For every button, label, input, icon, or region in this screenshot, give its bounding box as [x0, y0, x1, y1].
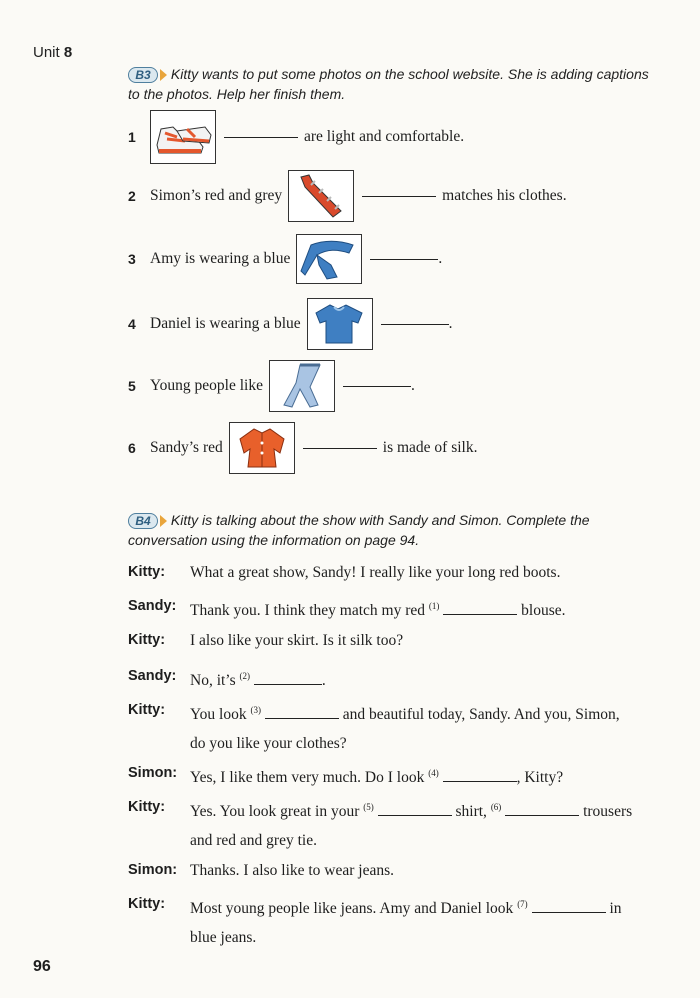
tshirt-icon	[307, 298, 373, 350]
blank-number: (6)	[490, 802, 502, 812]
speaker-name: Kitty:	[128, 799, 166, 815]
item-text-before: Amy is wearing a blue	[150, 250, 291, 267]
unit-label	[33, 44, 72, 61]
b3-item-1	[128, 110, 464, 164]
speech-text: What a great show, Sandy! I really like your long red boots.	[190, 564, 561, 581]
item-text-before: Daniel is wearing a blue	[150, 315, 301, 332]
blank-number: (7)	[517, 899, 528, 909]
blank-number: (5)	[363, 802, 374, 812]
item-number: 6	[128, 440, 136, 456]
b3-item-5	[128, 360, 415, 412]
play-arrow-icon	[160, 69, 167, 81]
item-text-after: is made of silk.	[382, 439, 478, 456]
answer-blank[interactable]	[381, 323, 449, 325]
b3-badge-label: B3	[128, 67, 158, 83]
b4-instruction-line2: conversation using the information on page 94.	[128, 532, 420, 548]
answer-blank[interactable]	[370, 258, 438, 260]
scarf-icon	[296, 234, 362, 284]
speech-part: and red and grey tie.	[190, 832, 317, 850]
answer-blank[interactable]	[362, 195, 436, 197]
speech-text	[190, 793, 700, 855]
speaker-name: Sandy:	[128, 668, 177, 684]
blank-number: (2)	[239, 671, 251, 681]
sneakers-icon	[150, 110, 216, 164]
speech-text	[190, 592, 700, 625]
b3-item-3	[128, 234, 442, 284]
answer-blank-2[interactable]	[254, 683, 322, 685]
speech-part: You look	[190, 706, 247, 724]
speaker-name: Kitty:	[128, 632, 166, 648]
speech-text: I also like your skirt. Is it silk too?	[190, 632, 404, 649]
speech-part: trousers	[583, 803, 633, 821]
speech-part: do you like your clothes?	[190, 735, 347, 753]
speech-part: , Kitty?	[516, 769, 564, 787]
b4-badge-label: B4	[128, 513, 158, 529]
answer-blank-7[interactable]	[532, 911, 606, 913]
speech-text	[190, 696, 700, 758]
b3-badge	[128, 67, 167, 83]
b3-item-4	[128, 298, 453, 350]
blank-number: (1)	[428, 601, 440, 611]
item-text-after: .	[438, 250, 443, 267]
speech-part: shirt,	[455, 803, 487, 821]
b3-instruction-line1: Kitty wants to put some photos on the school website. She is adding captions	[170, 66, 649, 82]
answer-blank[interactable]	[343, 385, 411, 387]
blank-number: (3)	[250, 705, 261, 715]
b4-instruction-line1: Kitty is talking about the show with Sandy and Simon. Complete the	[170, 512, 590, 528]
b4-instruction	[128, 510, 668, 550]
speech-text	[190, 662, 700, 695]
speech-part: blue jeans.	[190, 929, 257, 947]
play-arrow-icon	[160, 515, 167, 527]
speech-part: and beautiful today, Sandy. And you, Simon,	[342, 706, 620, 724]
item-text-before: Simon’s red and grey	[150, 187, 283, 204]
item-number: 1	[128, 129, 136, 145]
speech-part: Thank you. I think they match my red	[190, 602, 426, 620]
item-text-before: Sandy’s red	[150, 439, 223, 456]
item-number: 5	[128, 378, 136, 394]
blouse-icon	[229, 422, 295, 474]
blank-number: (4)	[428, 768, 439, 778]
unit-word: Unit	[33, 44, 60, 61]
item-text-before: Young people like	[150, 377, 263, 394]
page-number: 96	[33, 958, 51, 975]
speech-part: .	[321, 672, 326, 690]
b3-item-2	[128, 170, 567, 222]
answer-blank[interactable]	[224, 136, 298, 138]
speech-part: No, it’s	[190, 672, 236, 690]
speech-text	[190, 759, 700, 792]
speech-text: Thanks. I also like to wear jeans.	[190, 862, 395, 879]
tie-icon	[288, 170, 354, 222]
answer-blank-4[interactable]	[443, 780, 517, 782]
speaker-name: Simon:	[128, 765, 178, 781]
item-number: 2	[128, 188, 136, 204]
answer-blank-1[interactable]	[443, 613, 517, 615]
b4-badge	[128, 513, 167, 529]
item-text-after: are light and comfortable.	[304, 128, 465, 145]
unit-number: 8	[63, 44, 73, 61]
b3-item-6	[128, 422, 477, 474]
item-text-after: matches his clothes.	[442, 187, 567, 204]
jeans-icon	[269, 360, 335, 412]
speech-part: blouse.	[521, 602, 566, 620]
speech-part: Yes, I like them very much. Do I look	[190, 769, 425, 787]
speaker-name: Sandy:	[128, 598, 177, 614]
item-text-after: .	[448, 315, 453, 332]
item-text-after: .	[410, 377, 415, 394]
item-number: 3	[128, 251, 136, 267]
answer-blank-5[interactable]	[378, 814, 452, 816]
b3-instruction-line2: to the photos. Help her finish them.	[128, 86, 346, 102]
speech-part: Most young people like jeans. Amy and Daniel look	[190, 900, 514, 918]
speaker-name: Simon:	[128, 862, 178, 878]
speaker-name: Kitty:	[128, 896, 166, 912]
speaker-name: Kitty:	[128, 702, 166, 718]
answer-blank-6[interactable]	[505, 814, 579, 816]
answer-blank[interactable]	[303, 447, 377, 449]
answer-blank-3[interactable]	[265, 717, 339, 719]
b3-instruction	[128, 64, 668, 104]
speech-text	[190, 890, 700, 952]
speech-part: in	[609, 900, 622, 918]
item-number: 4	[128, 316, 136, 332]
speech-part: Yes. You look great in your	[190, 803, 360, 821]
speaker-name: Kitty:	[128, 564, 166, 580]
